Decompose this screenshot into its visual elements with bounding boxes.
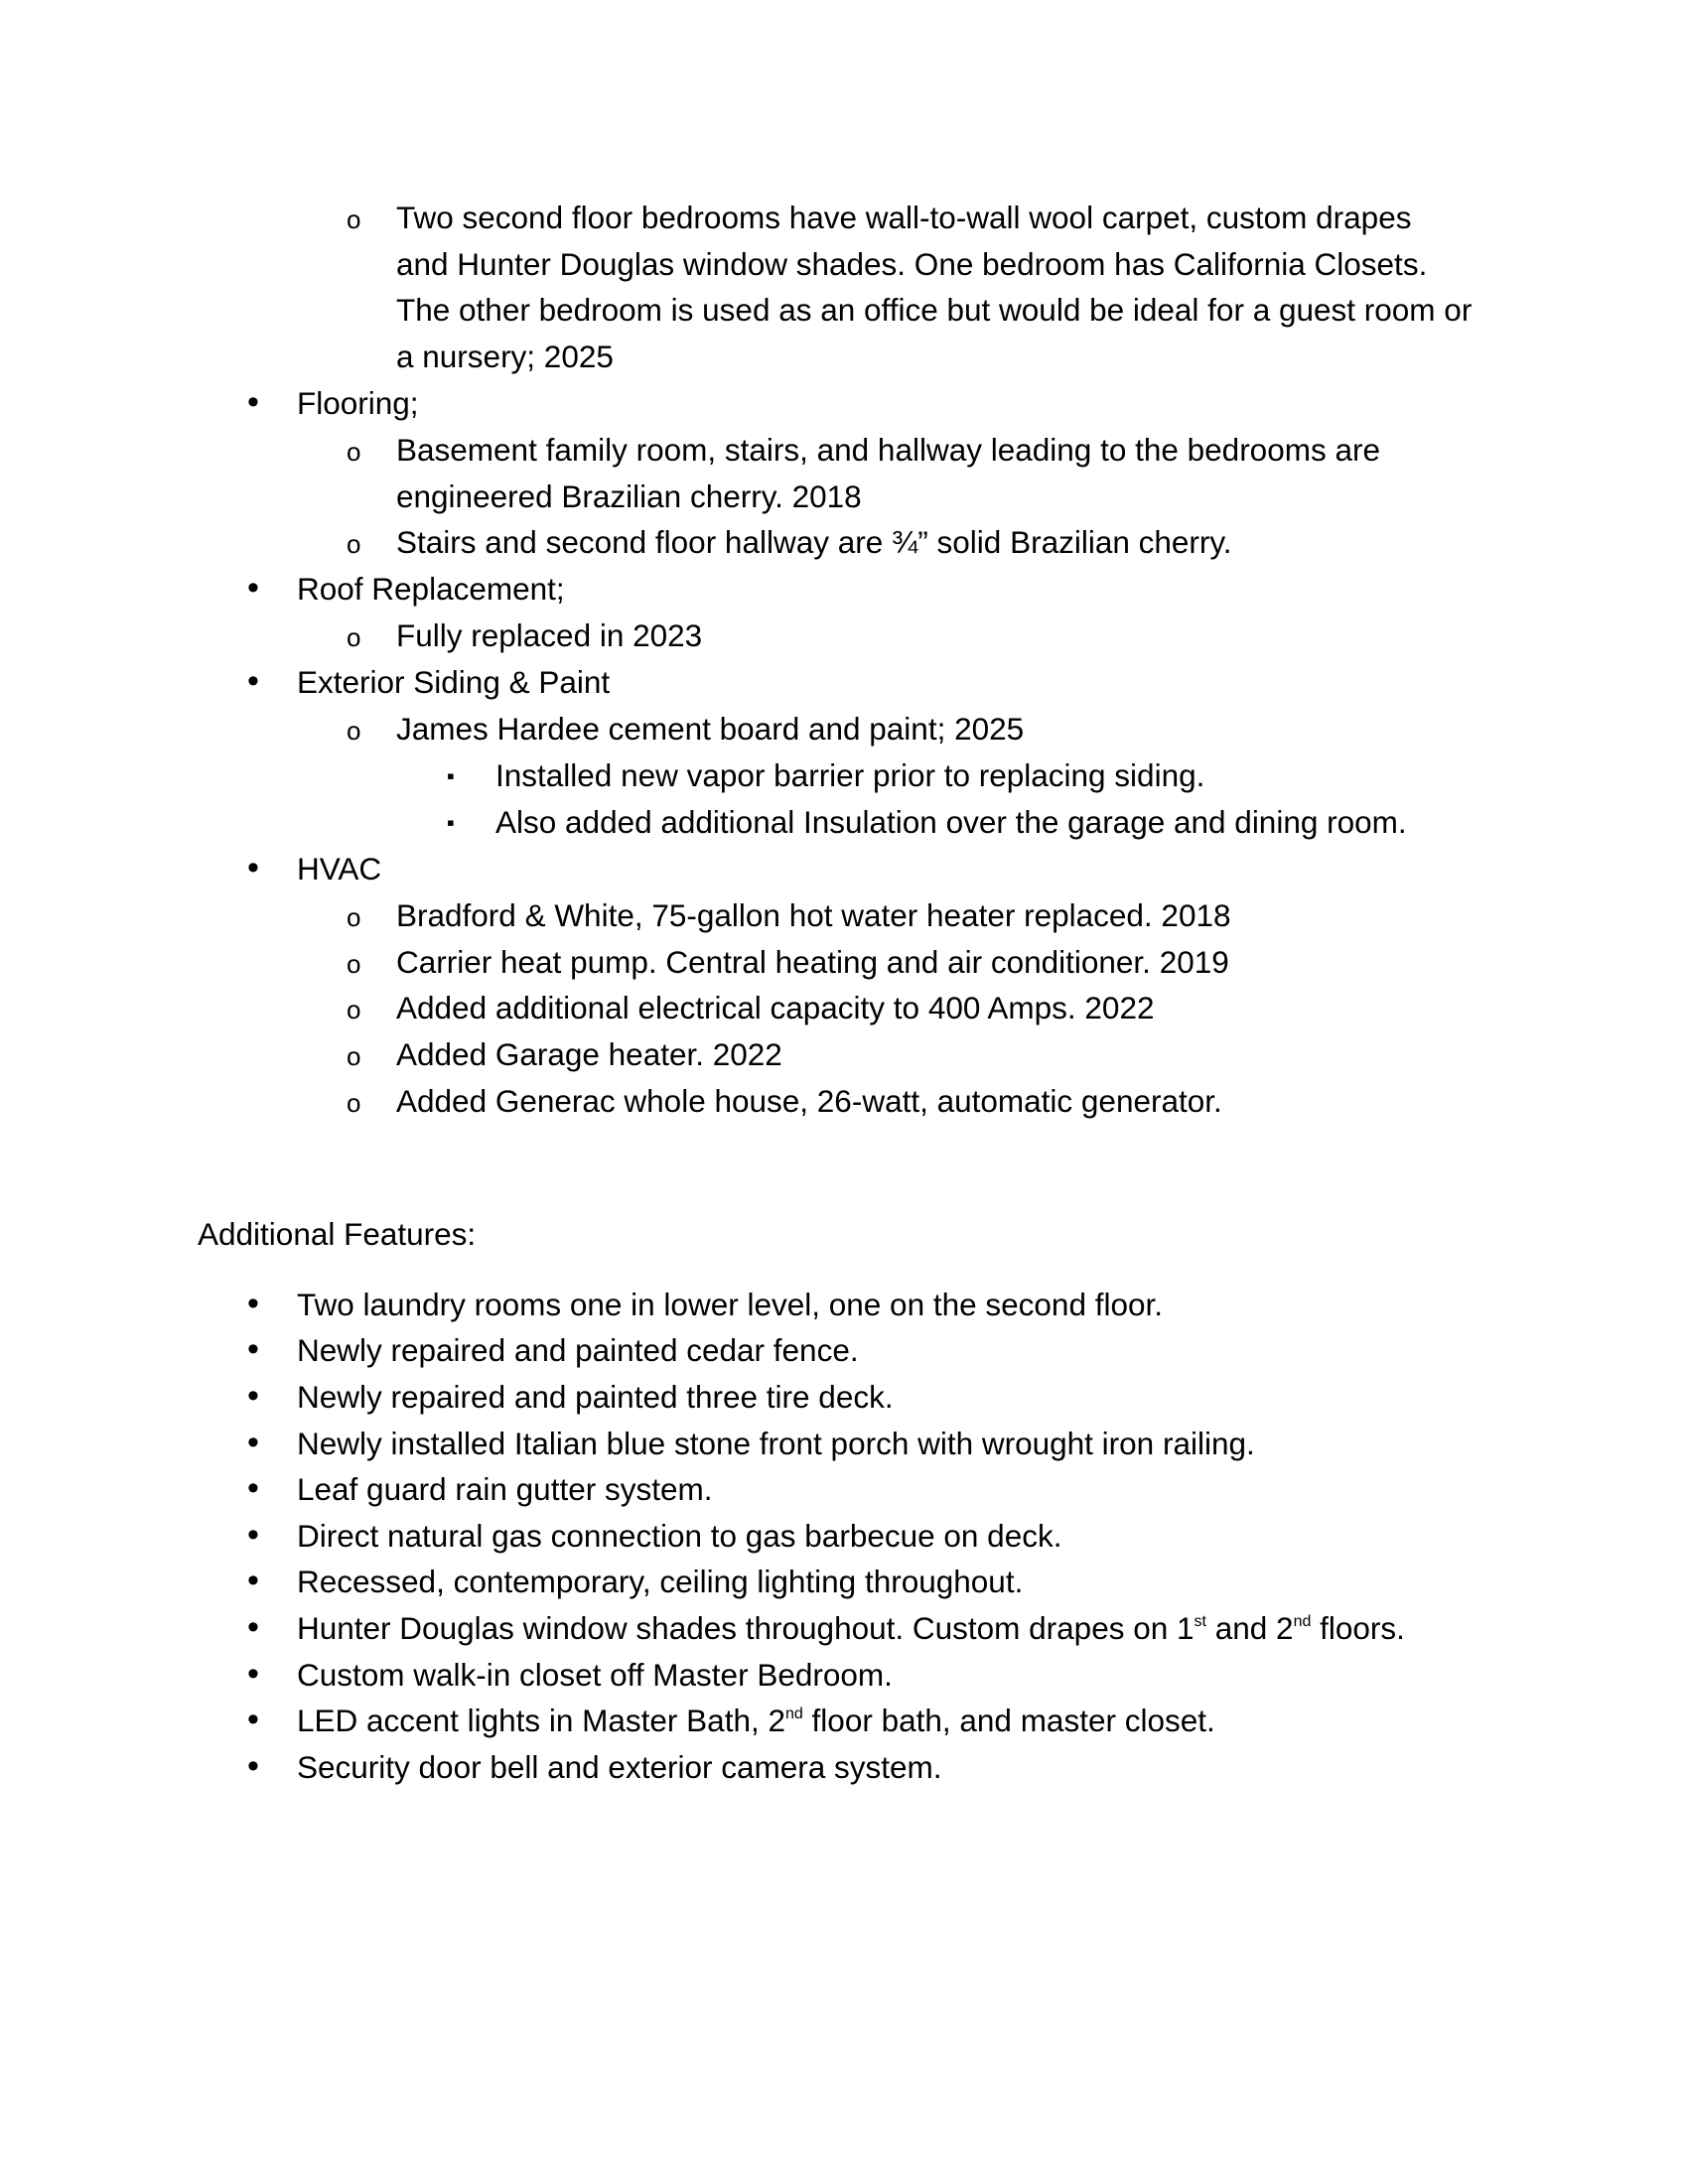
additional-item: Two laundry rooms one in lower level, one on the second floor. (297, 1287, 1164, 1322)
additional-item: Direct natural gas connection to gas barbecue on deck. (297, 1518, 1062, 1554)
additional-item-led (297, 1698, 1215, 1750)
bullet-icon: • (247, 569, 259, 607)
siding-sub-item-2: Also added additional Insulation over the garage and dining room. (495, 804, 1407, 840)
additional-item: Newly repaired and painted three tire deck. (297, 1379, 894, 1415)
led-text-part-2: floor bath, and master closet. (802, 1703, 1215, 1738)
roof-heading: Roof Replacement; (297, 571, 565, 607)
led-text-part-1: LED accent lights in Master Bath, 2 (297, 1703, 785, 1738)
bullet-icon: • (247, 1701, 259, 1738)
superscript-st: st (1194, 1613, 1206, 1630)
bullet-icon: • (247, 1377, 259, 1415)
additional-features-heading: Additional Features: (198, 1216, 477, 1252)
superscript-nd: nd (1293, 1613, 1312, 1630)
hvac-item-4: Added Garage heater. 2022 (396, 1036, 782, 1072)
drapes-text-part-3: floors. (1311, 1610, 1405, 1646)
additional-item-security: Security door bell and exterior camera system. (297, 1749, 942, 1785)
siding-sub-item-1: Installed new vapor barrier prior to replacing siding. (495, 757, 1205, 793)
circle-bullet-icon: o (347, 1088, 361, 1118)
roof-item-1: Fully replaced in 2023 (396, 617, 703, 653)
flooring-item-2: Stairs and second floor hallway are ¾” solid Brazilian cherry. (396, 524, 1232, 560)
additional-item: Newly installed Italian blue stone front porch with wrought iron railing. (297, 1426, 1255, 1461)
circle-bullet-icon: o (347, 529, 361, 559)
bullet-icon: • (247, 1330, 259, 1368)
bullet-icon: • (247, 1562, 259, 1599)
bullet-icon: • (247, 1655, 259, 1693)
additional-item-closet: Custom walk-in closet off Master Bedroom. (297, 1657, 893, 1693)
additional-item: Newly repaired and painted cedar fence. (297, 1332, 859, 1368)
circle-bullet-icon: o (347, 205, 361, 234)
bullet-icon: • (247, 662, 259, 700)
drapes-text-part-1: Hunter Douglas window shades throughout. Custom drapes on 1 (297, 1610, 1195, 1646)
hvac-item-2: Carrier heat pump. Central heating and air conditioner. 2019 (396, 944, 1229, 980)
circle-bullet-icon: o (347, 437, 361, 467)
circle-bullet-icon: o (347, 949, 361, 979)
bedrooms-text-line-4: a nursery; 2025 (396, 339, 614, 374)
square-bullet-icon: ▪ (447, 763, 455, 788)
circle-bullet-icon: o (347, 622, 361, 652)
bullet-icon: • (247, 849, 259, 887)
bullet-icon: • (247, 1285, 259, 1322)
bullet-icon: • (247, 1747, 259, 1785)
bullet-icon: • (247, 1608, 259, 1646)
bullet-icon: • (247, 1424, 259, 1461)
square-bullet-icon: ▪ (447, 810, 455, 835)
drapes-text-part-2: and 2 (1206, 1610, 1294, 1646)
hvac-heading: HVAC (297, 851, 382, 887)
hvac-item-5: Added Generac whole house, 26-watt, automatic generator. (396, 1083, 1222, 1119)
bullet-icon: • (247, 383, 259, 421)
hvac-item-1: Bradford & White, 75-gallon hot water heater replaced. 2018 (396, 897, 1231, 933)
circle-bullet-icon: o (347, 1041, 361, 1071)
bullet-icon: • (247, 1516, 259, 1554)
flooring-heading: Flooring; (297, 385, 419, 421)
bedrooms-text-line-2: and Hunter Douglas window shades. One bedroom has California Closets. (396, 246, 1428, 282)
superscript-nd: nd (785, 1706, 803, 1722)
flooring-item-1-line-2: engineered Brazilian cherry. 2018 (396, 478, 862, 514)
hvac-item-3: Added additional electrical capacity to 400 Amps. 2022 (396, 990, 1155, 1025)
additional-item-drapes (297, 1605, 1405, 1658)
circle-bullet-icon: o (347, 902, 361, 932)
siding-item-1: James Hardee cement board and paint; 2025 (396, 711, 1025, 747)
siding-heading: Exterior Siding & Paint (297, 664, 611, 700)
circle-bullet-icon: o (347, 995, 361, 1024)
circle-bullet-icon: o (347, 716, 361, 746)
additional-item: Recessed, contemporary, ceiling lighting throughout. (297, 1564, 1024, 1599)
additional-item: Leaf guard rain gutter system. (297, 1471, 713, 1507)
bullet-icon: • (247, 1469, 259, 1507)
bedrooms-text-line-3: The other bedroom is used as an office but would be ideal for a guest room or (396, 292, 1473, 328)
flooring-item-1-line-1: Basement family room, stairs, and hallway leading to the bedrooms are (396, 432, 1380, 468)
bedrooms-text-line-1: Two second floor bedrooms have wall-to-wall wool carpet, custom drapes (396, 200, 1412, 235)
